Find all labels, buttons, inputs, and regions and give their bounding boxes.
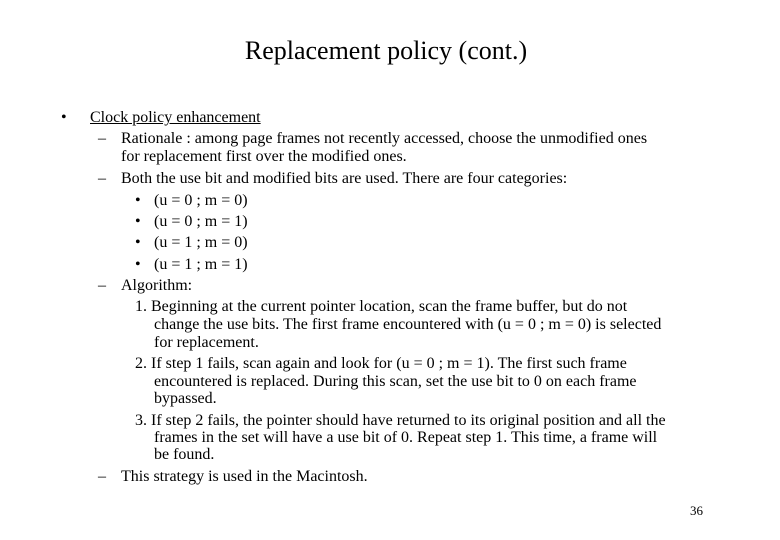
dash-algorithm: – bbox=[98, 277, 106, 294]
category-item-2: (u = 0 ; m = 1) bbox=[154, 213, 248, 230]
dash-categories: – bbox=[98, 170, 106, 187]
category-item-1: (u = 0 ; m = 0) bbox=[154, 192, 248, 209]
page-number: 36 bbox=[690, 503, 703, 518]
algorithm-label: Algorithm: bbox=[121, 277, 193, 294]
category-bullet-3: • bbox=[135, 234, 141, 251]
category-bullet-4: • bbox=[135, 256, 141, 273]
step-2-line-2: encountered is replaced. During this scan, set the use bit to 0 on each frame bbox=[154, 373, 637, 390]
dash-closing: – bbox=[98, 468, 106, 485]
heading-bullet: • bbox=[61, 109, 67, 126]
category-item-3: (u = 1 ; m = 0) bbox=[154, 234, 248, 251]
step-3-line-2: frames in the set will have a use bit of 0. Repeat step 1. This time, a frame will bbox=[154, 429, 658, 446]
closing-statement: This strategy is used in the Macintosh. bbox=[121, 468, 368, 485]
category-item-4: (u = 1 ; m = 1) bbox=[154, 256, 248, 273]
step-1-line-1: 1. Beginning at the current pointer location, scan the frame buffer, but do not bbox=[135, 298, 628, 315]
step-2-line-1: 2. If step 1 fails, scan again and look for (u = 0 ; m = 1). The first such frame bbox=[135, 355, 627, 372]
rationale-line-2: for replacement first over the modified ones. bbox=[121, 148, 407, 165]
categories-intro: Both the use bit and modified bits are used. There are four categories: bbox=[121, 170, 568, 187]
step-2-line-3: bypassed. bbox=[154, 390, 217, 407]
dash-rationale: – bbox=[98, 130, 106, 147]
heading-clock-policy: Clock policy enhancement bbox=[90, 109, 261, 126]
step-3-line-3: be found. bbox=[154, 446, 215, 463]
category-bullet-1: • bbox=[135, 192, 141, 209]
category-bullet-2: • bbox=[135, 213, 141, 230]
slide-title: Replacement policy (cont.) bbox=[244, 36, 528, 65]
step-1-line-3: for replacement. bbox=[154, 334, 259, 351]
step-3-line-1: 3. If step 2 fails, the pointer should have returned to its original position and all the bbox=[135, 412, 666, 429]
step-1-line-2: change the use bits. The first frame encountered with (u = 0 ; m = 0) is selected bbox=[154, 316, 662, 333]
rationale-line-1: Rationale : among page frames not recently accessed, choose the unmodified ones bbox=[121, 130, 648, 147]
